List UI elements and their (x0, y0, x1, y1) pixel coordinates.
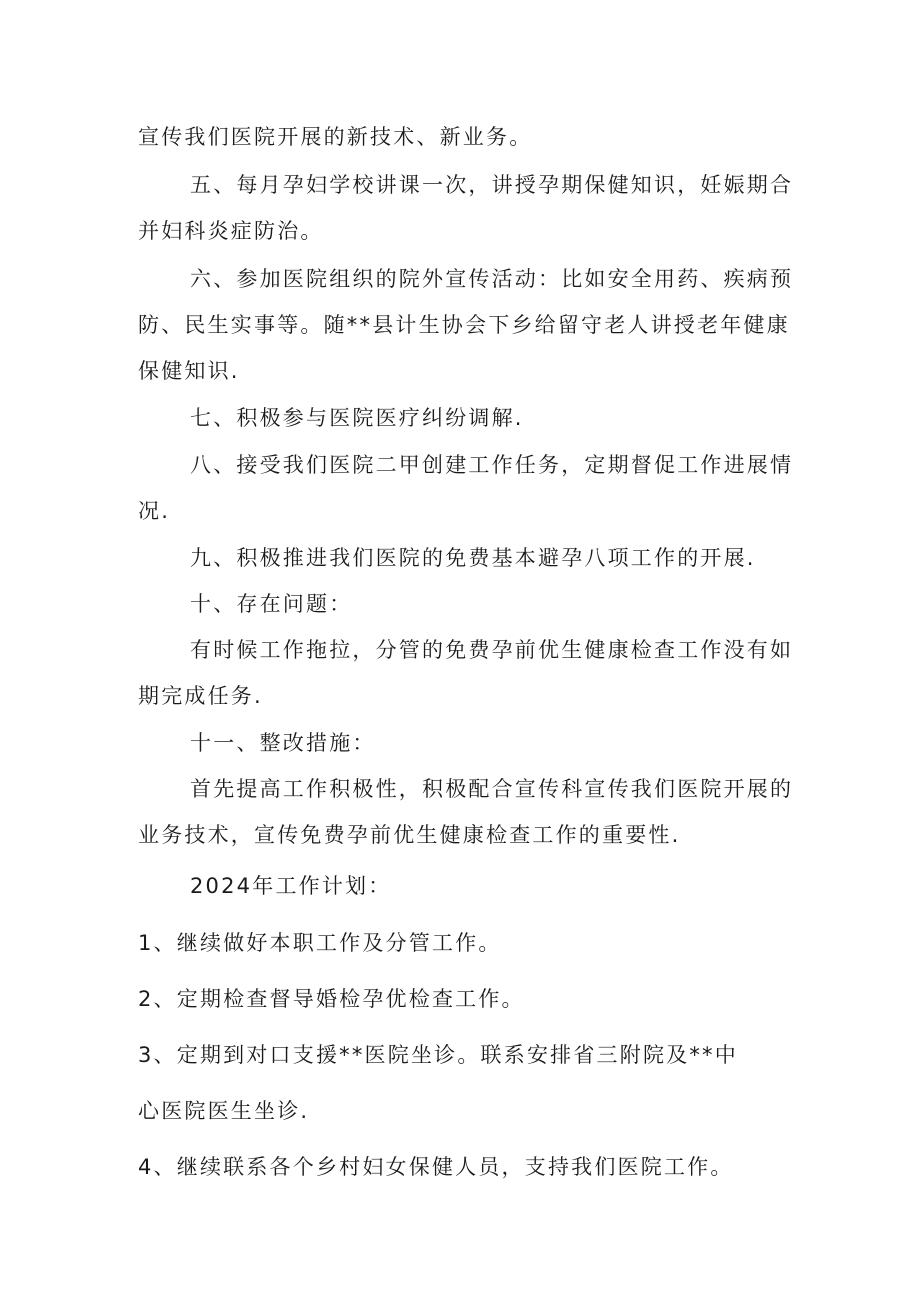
item-seven-line: 七、积极参与医院医疗纠纷调解. (190, 406, 524, 430)
plan-item-4: 4、继续联系各个乡村妇女保健人员，支持我们医院工作。 (138, 1155, 734, 1179)
item-five-line-2: 并妇科炎症防治。 (138, 219, 324, 243)
measures-line-2: 业务技术，宣传免费孕前优生健康检查工作的重要性. (138, 823, 681, 847)
item-five-line-1: 五、每月孕妇学校讲课一次，讲授孕期保健知识，妊娠期合 (190, 173, 794, 197)
item-eight-line-1: 八、接受我们医院二甲创建工作任务，定期督促工作进展情 (190, 453, 794, 477)
plan-item-2: 2、定期检查督导婚检孕优检查工作。 (138, 987, 525, 1011)
plan-item-3-line-2: 心医院医生坐诊. (138, 1099, 310, 1123)
plan-item-3-line-1: 3、定期到对口支援**医院坐诊。联系安排省三附院及**中 (138, 1043, 738, 1067)
item-six-line-3: 保健知识. (138, 359, 240, 383)
problems-line-1: 有时候工作拖拉，分管的免费孕前优生健康检查工作没有如 (190, 638, 794, 662)
measures-line-1: 首先提高工作积极性，积极配合宣传科宣传我们医院开展的 (190, 777, 794, 801)
problems-line-2: 期完成任务. (138, 684, 263, 708)
section-heading-measures: 十一、整改措施： (190, 731, 376, 755)
item-nine-line: 九、积极推进我们医院的免费基本避孕八项工作的开展. (190, 546, 756, 570)
item-six-line-2: 防、民生实事等。随**县计生协会下乡给留守老人讲授老年健康 (138, 313, 790, 337)
section-heading-problems: 十、存在问题： (190, 592, 353, 616)
item-eight-line-2: 况. (138, 499, 171, 523)
plan-heading: 2024年工作计划： (190, 874, 392, 898)
item-six-line-1: 六、参加医院组织的院外宣传活动：比如安全用药、疾病预 (190, 267, 794, 291)
plan-item-1: 1、继续做好本职工作及分管工作。 (138, 931, 502, 955)
paragraph-line: 宣传我们医院开展的新技术、新业务。 (138, 125, 533, 149)
